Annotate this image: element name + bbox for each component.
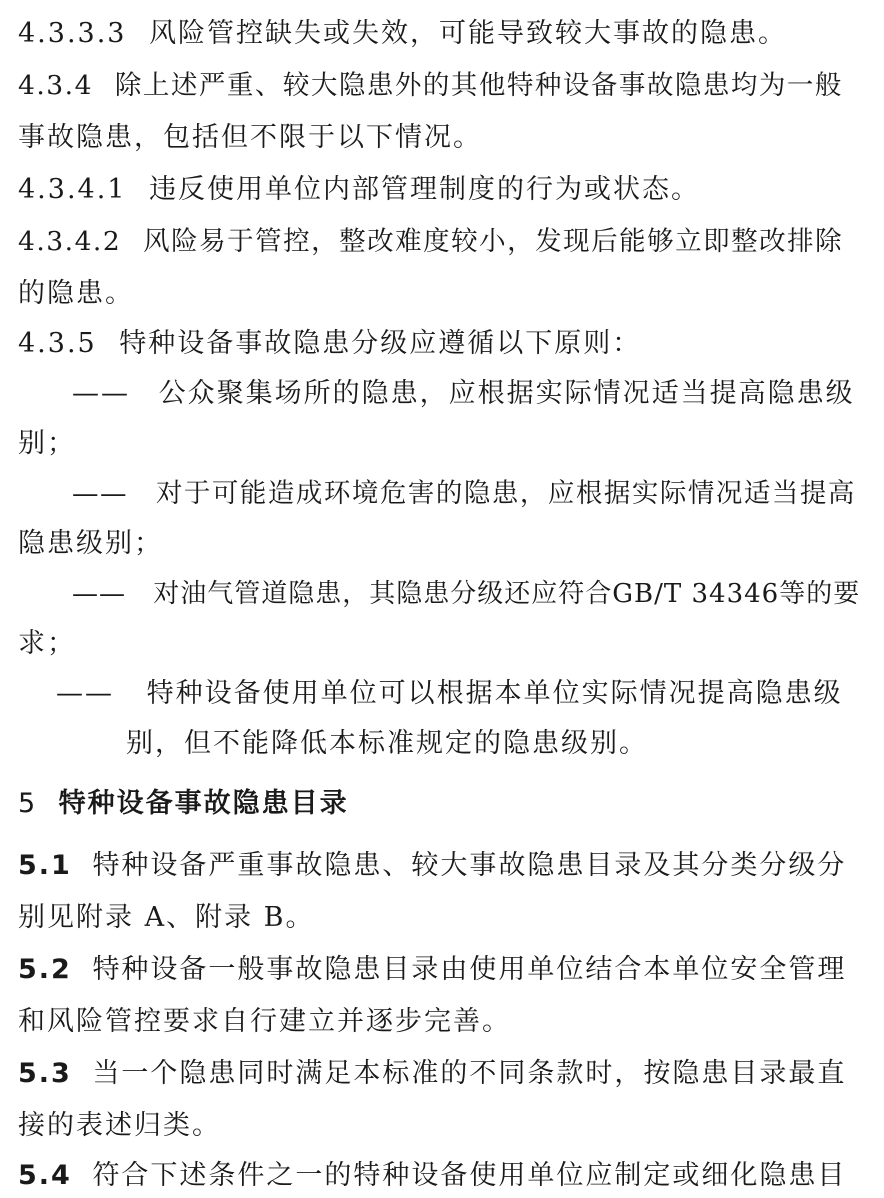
clause-text: 别，但不能降低本标准规定的隐患级别。 xyxy=(126,728,648,759)
clause-text: 求； xyxy=(18,628,76,659)
clause-text: 和风险管控要求自行建立并逐步完善。 xyxy=(18,1006,511,1037)
clause-4-3-4 xyxy=(18,68,864,104)
clause-4-3-4-2 xyxy=(18,224,864,260)
clause-5-2-cont xyxy=(18,1004,864,1040)
clause-text: 特种设备事故隐患分级应遵循以下原则： xyxy=(119,328,642,359)
clause-number: 4.3.5 xyxy=(18,328,97,359)
dash-marker: —— xyxy=(72,378,130,409)
principle-item-3 xyxy=(72,576,864,612)
clause-number: 5.2 xyxy=(18,954,72,985)
clause-text: 特种设备严重事故隐患、较大事故隐患目录及其分类分级分 xyxy=(92,850,847,881)
clause-4-3-3-3 xyxy=(18,16,864,52)
clause-number: 5.1 xyxy=(18,850,72,881)
clause-number: 5.4 xyxy=(18,1160,72,1191)
clause-text: 风险管控缺失或失效，可能导致较大事故的隐患。 xyxy=(149,18,788,49)
clause-5-3-cont xyxy=(18,1108,864,1144)
dash-marker: —— xyxy=(72,478,128,509)
principle-item-1-cont xyxy=(18,426,864,462)
clause-4-3-5 xyxy=(18,326,864,362)
clause-text: 对油气管道隐患，其隐患分级还应符合GB/T 34346等的要 xyxy=(153,579,861,609)
clause-text: 接的表述归类。 xyxy=(18,1110,221,1141)
clause-5-1-cont xyxy=(18,900,864,936)
clause-text: 别； xyxy=(18,428,76,459)
dash-marker: —— xyxy=(72,579,126,609)
clause-4-3-4-1 xyxy=(18,172,864,208)
clause-text: 特种设备使用单位可以根据本单位实际情况提高隐患级 xyxy=(146,678,843,709)
principle-item-4 xyxy=(56,676,864,712)
clause-number: 4.3.4.1 xyxy=(18,174,127,205)
clause-text: 别见附录 A、附录 B。 xyxy=(18,902,315,933)
principle-item-4-cont xyxy=(126,726,864,762)
clause-text: 公众聚集场所的隐患，应根据实际情况适当提高隐患级 xyxy=(158,378,855,409)
clause-5-1 xyxy=(18,848,864,884)
clause-text: 符合下述条件之一的特种设备使用单位应制定或细化隐患目 xyxy=(92,1160,847,1191)
clause-text: 事故隐患，包括但不限于以下情况。 xyxy=(18,122,482,153)
principle-item-1 xyxy=(72,376,864,412)
clause-number: 4.3.3.3 xyxy=(18,18,127,49)
clause-text: 当一个隐患同时满足本标准的不同条款时，按隐患目录最直 xyxy=(92,1058,847,1089)
clause-text: 的隐患。 xyxy=(18,278,134,309)
principle-item-2 xyxy=(72,476,864,512)
clause-text: 对于可能造成环境危害的隐患，应根据实际情况适当提高 xyxy=(155,478,856,509)
principle-item-2-cont xyxy=(18,526,864,562)
clause-text: 隐患级别； xyxy=(18,528,163,559)
clause-text: 除上述严重、较大隐患外的其他特种设备事故隐患均为一般 xyxy=(114,70,843,101)
section-title: 特种设备事故隐患目录 xyxy=(58,788,349,819)
clause-4-3-4-2-cont xyxy=(18,276,864,312)
clause-5-3 xyxy=(18,1056,864,1092)
clause-5-4 xyxy=(18,1158,864,1194)
dash-marker: —— xyxy=(56,678,114,709)
section-5-heading xyxy=(18,786,864,822)
clause-4-3-4-cont xyxy=(18,120,864,156)
clause-text: 特种设备一般事故隐患目录由使用单位结合本单位安全管理 xyxy=(92,954,847,985)
clause-number: 4.3.4 xyxy=(18,70,93,101)
section-number: 5 xyxy=(18,788,38,819)
principle-item-3-cont xyxy=(18,626,864,662)
clause-number: 5.3 xyxy=(18,1058,72,1089)
clause-text: 风险易于管控，整改难度较小，发现后能够立即整改排除 xyxy=(143,226,844,257)
clause-number: 4.3.4.2 xyxy=(18,226,122,257)
clause-text: 违反使用单位内部管理制度的行为或状态。 xyxy=(149,174,701,205)
clause-5-2 xyxy=(18,952,864,988)
